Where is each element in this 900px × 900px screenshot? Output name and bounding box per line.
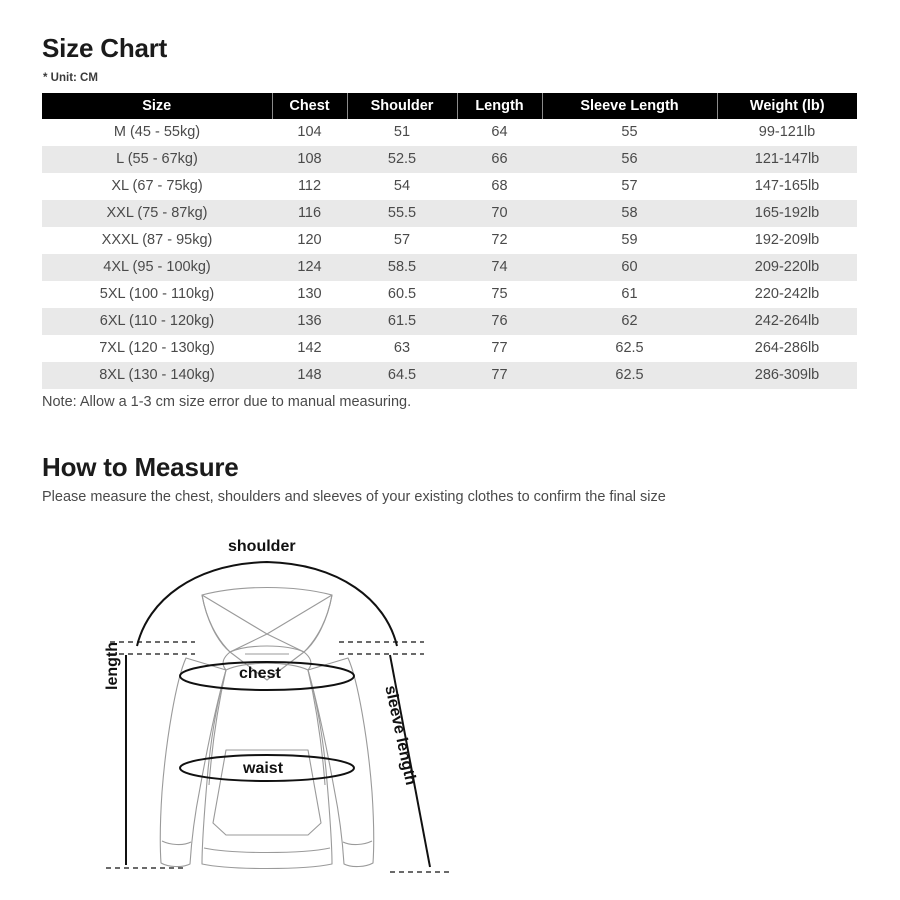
measurement-cell: 57 [621,178,638,194]
measurement-cell: 75 [491,286,508,302]
measurement-cell: 121-147lb [754,151,820,167]
hood-left-flap [202,595,267,652]
measurement-cell: 99-121lb [758,124,816,140]
measurement-cell: 209-220lb [754,259,820,275]
hoodie-illustration-svg [90,530,470,890]
measurement-cell: 76 [491,313,508,329]
measurement-cell: 116 [297,205,322,221]
page-title: Size Chart [42,33,168,63]
size-cell: L (55 - 67kg) [116,151,198,167]
table-row [42,281,857,308]
column-header-weight-lb: Weight (lb) [717,93,857,119]
measurement-cell: 62.5 [615,340,644,356]
size-cell: XXL (75 - 87kg) [106,205,208,221]
measurement-cell: 120 [297,232,322,248]
diagram-label-length: length [104,642,121,690]
measurement-cell: 63 [393,340,411,356]
measurement-cell: 58.5 [387,259,417,275]
column-header-length: Length [457,93,542,119]
left-shoulder-seam [223,652,230,670]
measurement-cell: 124 [297,259,322,275]
size-cell: 8XL (130 - 140kg) [99,367,215,383]
hoodie-diagram [90,530,470,890]
measurement-cell: 130 [297,286,322,302]
how-to-measure-subtitle: Please measure the chest, shoulders and sleeves of your existing clothes to confirm the final size [42,489,666,505]
measurement-note: Note: Allow a 1-3 cm size error due to manual measuring. [42,394,412,410]
size-cell: XL (67 - 75kg) [111,178,203,194]
measurement-cell: 62.5 [615,367,644,383]
measurement-cell: 165-192lb [754,205,820,221]
measurement-cell: 242-264lb [754,313,820,329]
right-sleeve-path [308,658,374,867]
measurement-cell: 286-309lb [754,367,820,383]
size-cell: M (45 - 55kg) [113,124,201,140]
table-row [42,200,857,227]
left-sleeve-path [160,658,226,867]
diagram-label-chest: chest [239,665,281,682]
measurement-cell: 72 [491,232,508,248]
table-row [42,227,857,254]
measurement-cell: 56 [621,151,638,167]
table-row [42,308,857,335]
measurement-cell: 60 [621,259,638,275]
measurement-cell: 70 [491,205,508,221]
hood-right-flap [267,595,332,652]
table-row [42,146,857,173]
measurement-cell: 54 [393,178,411,194]
measurement-cell: 192-209lb [754,232,820,248]
size-cell: 4XL (95 - 100kg) [103,259,211,275]
size-table-container [42,93,857,389]
right-shoulder-seam [304,652,311,670]
measurement-cell: 55.5 [387,205,417,221]
measurement-cell: 264-286lb [754,340,820,356]
measurement-cell: 148 [297,367,322,383]
right-cuff-line [343,841,372,845]
measurement-cell: 108 [297,151,322,167]
left-cuff-line [162,841,191,845]
size-table [42,93,857,389]
measurement-cell: 136 [297,313,322,329]
column-header-shoulder: Shoulder [347,93,457,119]
measurement-cell: 57 [393,232,411,248]
measurement-cell: 62 [621,313,638,329]
measurement-cell: 112 [297,178,322,194]
size-table-body [42,119,857,389]
measurement-cell: 52.5 [387,151,417,167]
diagram-label-sleeve-length: sleeve length [381,684,420,787]
size-cell: 6XL (110 - 120kg) [99,313,215,329]
measurement-cell: 61.5 [387,313,417,329]
measurement-cell: 77 [491,367,508,383]
table-row [42,119,857,146]
measurement-cell: 59 [621,232,638,248]
table-row [42,362,857,389]
measurement-cell: 142 [297,340,322,356]
measurement-cell: 147-165lb [754,178,820,194]
measurement-cell: 74 [491,259,508,275]
measurement-cell: 64 [491,124,508,140]
measurement-cell: 66 [491,151,508,167]
size-table-header [42,93,857,119]
column-header-sleeve-length: Sleeve Length [542,93,717,119]
measurement-cell: 55 [621,124,638,140]
diagram-label-shoulder: shoulder [228,538,296,555]
size-cell: 7XL (120 - 130kg) [99,340,215,356]
unit-note: * Unit: CM [43,72,98,84]
measurement-cell: 220-242lb [754,286,820,302]
diagram-label-waist: waist [243,760,284,777]
column-header-chest: Chest [272,93,347,119]
table-row [42,254,857,281]
garment-outline-group [160,588,373,869]
size-cell: 5XL (100 - 110kg) [99,286,215,302]
measurement-cell: 60.5 [387,286,417,302]
measurement-cell: 77 [491,340,508,356]
measurement-cell: 61 [621,286,638,302]
table-header-row [42,93,857,119]
how-to-measure-title: How to Measure [42,452,239,482]
measurement-cell: 68 [491,178,508,194]
measurement-cell: 104 [297,124,322,140]
table-row [42,335,857,362]
measurement-cell: 51 [393,124,411,140]
hem-line [204,848,330,853]
measurement-cell: 58 [621,205,638,221]
measurement-cell: 64.5 [387,367,417,383]
column-header-size: Size [42,93,272,119]
table-row [42,173,857,200]
size-cell: XXXL (87 - 95kg) [101,232,213,248]
